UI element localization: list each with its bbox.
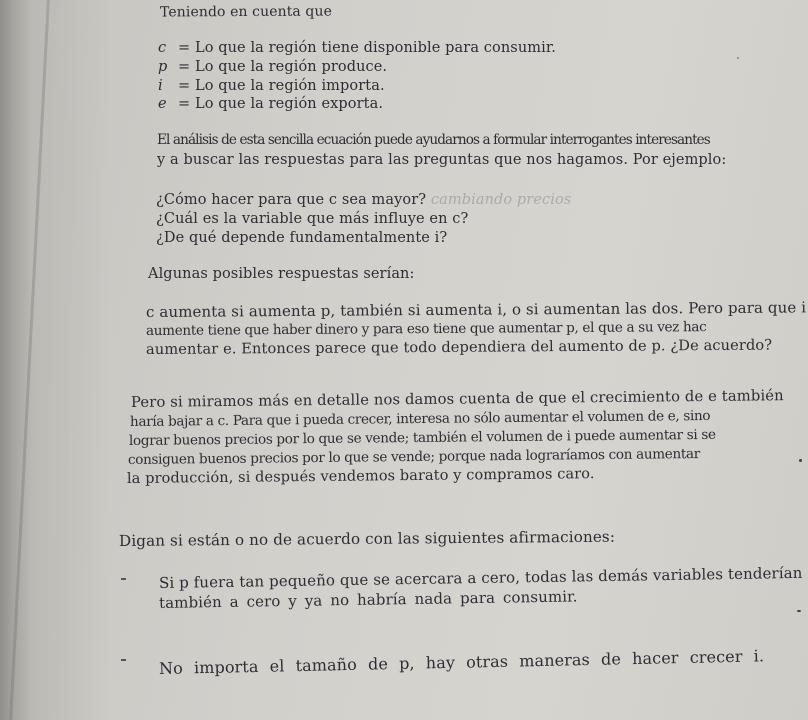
definition-text: Lo que la región exporta. bbox=[194, 96, 384, 112]
paragraph1-line-1: c aumenta si aumenta p, también si aumenta i, o si aumentan las dos. Pero para que i bbox=[145, 298, 807, 321]
definition-i bbox=[158, 77, 385, 95]
page-speck bbox=[797, 610, 801, 612]
handwritten-note: cambiando precios bbox=[430, 192, 572, 208]
page-speck bbox=[737, 57, 739, 59]
definition-p bbox=[158, 58, 387, 76]
definition-variable: c bbox=[158, 40, 167, 56]
definition-c bbox=[158, 39, 556, 57]
statement-1-line-1: Si p fuera tan pequeño que se acercara a cero, todas las demás variables tenderían bbox=[158, 563, 803, 592]
paragraph1-line-2: aumente tiene que haber dinero y para eso tiene que aumentar p, el que a su vez hac bbox=[145, 319, 707, 339]
intro-line-1: El análisis de esta sencilla ecuación puede ayudarnos a formular interrogantes interesantes bbox=[157, 132, 710, 148]
definition-variable: p bbox=[158, 59, 168, 75]
statement-bullet bbox=[121, 659, 126, 661]
paragraph2-line-4: consiguen buenos precios por lo que se vende; porque nada lograríamos con aumentar bbox=[127, 446, 700, 468]
paragraph2-line-5: la producción, si después vendemos barato y compramos caro. bbox=[126, 466, 595, 487]
paragraph2-line-3: lograr buenos precios por lo que se vende; también el volumen de i puede aumentar si se bbox=[128, 426, 716, 449]
definition-equals: = bbox=[178, 59, 191, 75]
definition-text: Lo que la región produce. bbox=[194, 59, 388, 75]
section-heading: Teniendo en cuenta que bbox=[159, 3, 333, 21]
definition-variable: e bbox=[158, 96, 167, 112]
definition-equals: = bbox=[178, 96, 191, 112]
paragraph2-line-1: Pero si miramos más en detalle nos damos cuenta de que el crecimiento de e también bbox=[130, 387, 784, 411]
statement-2-line-1: No importa el tamaño de p, hay otras maneras de hacer crecer i. bbox=[158, 646, 765, 678]
paragraph1-line-3: aumentar e. Entonces parece que todo dependiera del aumento de p. ¿De acuerdo? bbox=[145, 336, 773, 358]
answers-heading: Algunas posibles respuestas serían: bbox=[148, 266, 415, 282]
question-text: ¿Cómo hacer para que c sea mayor? bbox=[156, 192, 427, 208]
page-speck bbox=[799, 459, 802, 462]
statement-bullet bbox=[121, 578, 126, 580]
question-2: ¿Cuál es la variable que más influye en c? bbox=[156, 211, 469, 227]
paragraph2-line-2: haría bajar a c. Para que i pueda crecer, interesa no sólo aumentar el volumen de e, sino bbox=[129, 407, 711, 430]
definition-equals: = bbox=[178, 78, 191, 94]
statement-1-line-2: también a cero y ya no habría nada para consumir. bbox=[158, 587, 578, 612]
question-1 bbox=[156, 191, 571, 209]
definition-text: Lo que la región tiene disponible para consumir. bbox=[194, 40, 556, 56]
definition-e bbox=[158, 95, 383, 113]
definition-text: Lo que la región importa. bbox=[194, 78, 385, 94]
instruction: Digan si están o no de acuerdo con las siguientes afirmaciones: bbox=[118, 527, 616, 550]
definition-variable: i bbox=[158, 78, 163, 94]
question-3: ¿De qué depende fundamentalmente i? bbox=[156, 230, 448, 246]
intro-line-2: y a buscar las respuestas para las preguntas que nos hagamos. Por ejemplo: bbox=[157, 152, 727, 168]
definition-equals: = bbox=[178, 40, 191, 56]
